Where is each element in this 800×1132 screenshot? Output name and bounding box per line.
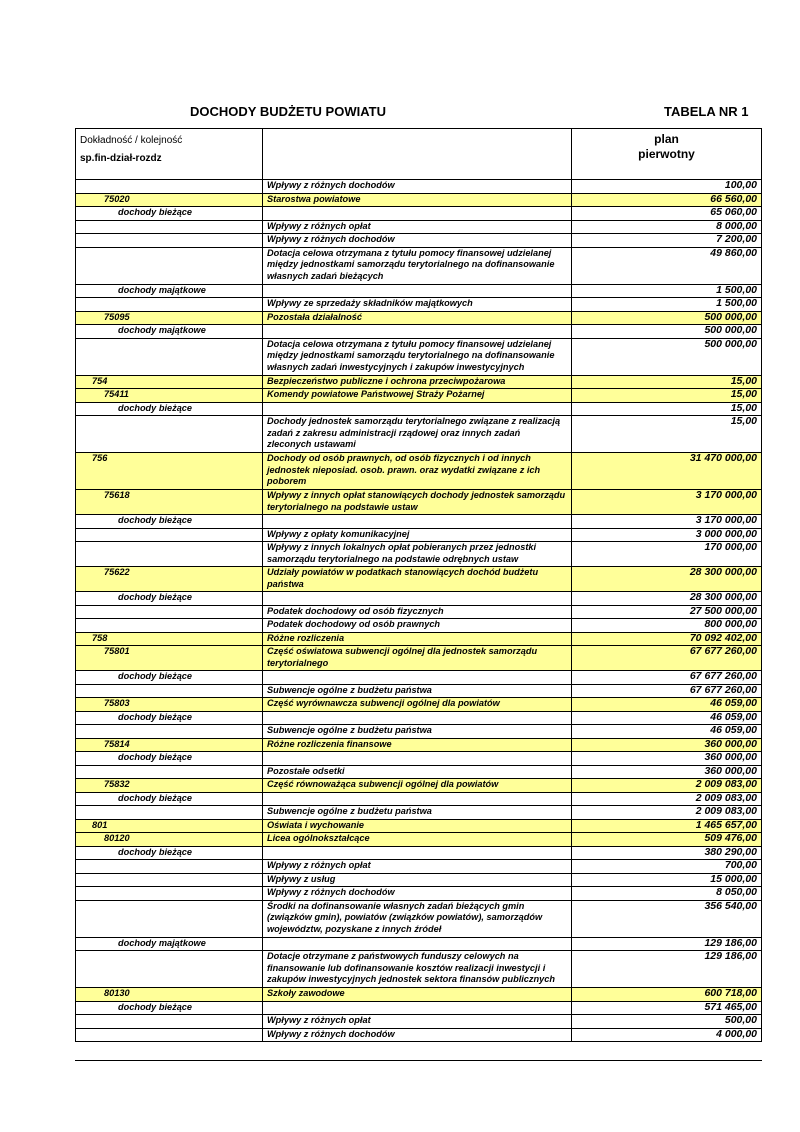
table-row <box>76 193 762 207</box>
table-row <box>76 567 762 592</box>
row-description: Subwencje ogólne z budżetu państwa <box>263 725 572 739</box>
row-plan-value: 49 860,00 <box>572 247 762 284</box>
row-plan-value: 700,00 <box>572 860 762 874</box>
row-description: Część oświatowa subwencji ogólnej dla jednostek samorządu terytorialnego <box>263 646 572 671</box>
row-description <box>263 1001 572 1015</box>
row-plan-value: 15,00 <box>572 375 762 389</box>
row-description <box>263 752 572 766</box>
row-description: Dochody od osób prawnych, od osób fizycznych i od innych jednostek nieposiad. osob. prawn. oraz wydatki związane z ich poborem <box>263 453 572 490</box>
row-plan-value: 500 000,00 <box>572 338 762 375</box>
row-plan-value: 67 677 260,00 <box>572 671 762 685</box>
row-plan-value: 1 465 657,00 <box>572 819 762 833</box>
table-row <box>76 528 762 542</box>
table-row <box>76 220 762 234</box>
table-row <box>76 988 762 1002</box>
row-code <box>76 951 263 988</box>
row-code: 75814 <box>76 738 263 752</box>
row-plan-value: 46 059,00 <box>572 698 762 712</box>
table-row <box>76 311 762 325</box>
table-row <box>76 325 762 339</box>
row-code: dochody bieżące <box>76 846 263 860</box>
row-plan-value: 65 060,00 <box>572 207 762 221</box>
table-row <box>76 490 762 515</box>
header-precision-order <box>76 129 263 180</box>
row-description <box>263 671 572 685</box>
row-plan-value: 800 000,00 <box>572 619 762 633</box>
table-row <box>76 792 762 806</box>
row-description: Wpływy z innych opłat stanowiących dochody jednostek samorządu terytorialnego na podstawie ustaw <box>263 490 572 515</box>
row-plan-value: 67 677 260,00 <box>572 684 762 698</box>
table-row <box>76 389 762 403</box>
row-code <box>76 860 263 874</box>
row-description: Wpływy z różnych dochodów <box>263 234 572 248</box>
row-description: Bezpieczeństwo publiczne i ochrona przeciwpożarowa <box>263 375 572 389</box>
row-plan-value: 1 500,00 <box>572 284 762 298</box>
row-code: 80120 <box>76 833 263 847</box>
row-code: 754 <box>76 375 263 389</box>
row-description <box>263 325 572 339</box>
row-description: Część wyrównawcza subwencji ogólnej dla powiatów <box>263 698 572 712</box>
row-code <box>76 806 263 820</box>
row-code <box>76 220 263 234</box>
row-description: Udziały powiatów w podatkach stanowiących dochód budżetu państwa <box>263 567 572 592</box>
page-bottom-rule <box>75 1060 762 1061</box>
row-plan-value: 600 718,00 <box>572 988 762 1002</box>
row-description: Wpływy ze sprzedaży składników majątkowych <box>263 298 572 312</box>
row-code <box>76 338 263 375</box>
row-description: Wpływy z różnych opłat <box>263 220 572 234</box>
row-plan-value: 360 000,00 <box>572 765 762 779</box>
table-row <box>76 779 762 793</box>
row-code: 75832 <box>76 779 263 793</box>
table-row <box>76 234 762 248</box>
row-code <box>76 684 263 698</box>
row-code: 80130 <box>76 988 263 1002</box>
row-description <box>263 711 572 725</box>
table-header-row <box>76 129 762 180</box>
header-col3-line2: pierwotny <box>638 147 695 161</box>
row-plan-value: 571 465,00 <box>572 1001 762 1015</box>
row-description: Dotacja celowa otrzymana z tytułu pomocy finansowej udzielanej między jednostkami samorządu terytorialnego na dofinansowanie własnych zadań bieżących <box>263 247 572 284</box>
table-row <box>76 515 762 529</box>
row-description: Starostwa powiatowe <box>263 193 572 207</box>
row-plan-value: 2 009 083,00 <box>572 792 762 806</box>
row-description <box>263 207 572 221</box>
table-row <box>76 711 762 725</box>
row-plan-value: 3 000 000,00 <box>572 528 762 542</box>
row-plan-value: 70 092 402,00 <box>572 632 762 646</box>
row-description: Dochody jednostek samorządu terytorialnego związane z realizacją zadań z zakresu administracji rządowej oraz innych zadań zleconych ustawami <box>263 416 572 453</box>
table-row <box>76 806 762 820</box>
table-row <box>76 698 762 712</box>
row-description <box>263 937 572 951</box>
row-plan-value: 15,00 <box>572 402 762 416</box>
row-code: 75618 <box>76 490 263 515</box>
row-plan-value: 100,00 <box>572 180 762 194</box>
row-plan-value: 15,00 <box>572 416 762 453</box>
row-description: Komendy powiatowe Państwowej Straży Pożarnej <box>263 389 572 403</box>
row-description: Wpływy z różnych dochodów <box>263 180 572 194</box>
row-description: Wpływy z innych lokalnych opłat pobieranych przez jednostki samorządu terytorialnego na podstawie odrębnych ustaw <box>263 542 572 567</box>
table-row <box>76 951 762 988</box>
row-code <box>76 1015 263 1029</box>
row-plan-value: 27 500 000,00 <box>572 605 762 619</box>
row-plan-value: 500 000,00 <box>572 325 762 339</box>
row-code: dochody bieżące <box>76 1001 263 1015</box>
row-plan-value: 500,00 <box>572 1015 762 1029</box>
row-code <box>76 765 263 779</box>
page-title: DOCHODY BUDŻETU POWIATU <box>190 104 386 119</box>
row-description: Pozostała działalność <box>263 311 572 325</box>
row-description <box>263 846 572 860</box>
row-description <box>263 284 572 298</box>
header-description <box>263 129 572 180</box>
row-description: Subwencje ogólne z budżetu państwa <box>263 806 572 820</box>
row-plan-value: 2 009 083,00 <box>572 779 762 793</box>
row-description: Dotacje otrzymane z państwowych funduszy celowych na finansowanie lub dofinansowanie kosztów realizacji inwestycji i zakupów inwestycyjnych jednostek sektora finansów publicznych <box>263 951 572 988</box>
row-code: 75622 <box>76 567 263 592</box>
row-code <box>76 900 263 937</box>
row-plan-value: 360 000,00 <box>572 752 762 766</box>
row-code: dochody bieżące <box>76 207 263 221</box>
row-code <box>76 542 263 567</box>
row-description: Różne rozliczenia finansowe <box>263 738 572 752</box>
row-description: Pozostałe odsetki <box>263 765 572 779</box>
row-description <box>263 792 572 806</box>
table-row <box>76 846 762 860</box>
table-row <box>76 725 762 739</box>
row-plan-value: 8 050,00 <box>572 887 762 901</box>
row-description: Podatek dochodowy od osób fizycznych <box>263 605 572 619</box>
row-plan-value: 129 186,00 <box>572 951 762 988</box>
row-plan-value: 509 476,00 <box>572 833 762 847</box>
table-row <box>76 752 762 766</box>
row-description: Licea ogólnokształcące <box>263 833 572 847</box>
row-code <box>76 619 263 633</box>
row-description <box>263 515 572 529</box>
row-code: dochody bieżące <box>76 752 263 766</box>
row-code: 75803 <box>76 698 263 712</box>
table-row <box>76 619 762 633</box>
row-code: 75801 <box>76 646 263 671</box>
row-plan-value: 46 059,00 <box>572 725 762 739</box>
row-code: dochody bieżące <box>76 711 263 725</box>
header-col1-line1: Dokładność / kolejność <box>80 135 183 146</box>
row-code <box>76 298 263 312</box>
row-plan-value: 15 000,00 <box>572 873 762 887</box>
row-description: Różne rozliczenia <box>263 632 572 646</box>
row-description: Subwencje ogólne z budżetu państwa <box>263 684 572 698</box>
row-plan-value: 28 300 000,00 <box>572 567 762 592</box>
row-description: Wpływy z różnych opłat <box>263 1015 572 1029</box>
table-row <box>76 207 762 221</box>
header-plan <box>572 129 762 180</box>
row-description: Szkoły zawodowe <box>263 988 572 1002</box>
row-code: 756 <box>76 453 263 490</box>
table-row <box>76 402 762 416</box>
row-description: Wpływy z różnych opłat <box>263 860 572 874</box>
table-row <box>76 765 762 779</box>
row-plan-value: 129 186,00 <box>572 937 762 951</box>
row-plan-value: 66 560,00 <box>572 193 762 207</box>
table-row <box>76 671 762 685</box>
row-plan-value: 170 000,00 <box>572 542 762 567</box>
table-row <box>76 453 762 490</box>
row-code: 75020 <box>76 193 263 207</box>
revenue-table <box>75 128 762 1042</box>
header-col1-line2: sp.fin-dział-rozdz <box>80 152 162 164</box>
table-row <box>76 684 762 698</box>
row-code: dochody bieżące <box>76 515 263 529</box>
table-row <box>76 180 762 194</box>
table-row <box>76 298 762 312</box>
table-row <box>76 592 762 606</box>
row-plan-value: 360 000,00 <box>572 738 762 752</box>
row-plan-value: 67 677 260,00 <box>572 646 762 671</box>
row-description: Wpływy z opłaty komunikacyjnej <box>263 528 572 542</box>
table-row <box>76 1001 762 1015</box>
table-row <box>76 542 762 567</box>
row-code <box>76 873 263 887</box>
table-row <box>76 900 762 937</box>
table-row <box>76 819 762 833</box>
table-number: TABELA NR 1 <box>664 104 749 119</box>
row-code: 75095 <box>76 311 263 325</box>
table-row <box>76 632 762 646</box>
row-description: Środki na dofinansowanie własnych zadań bieżących gmin (związków gmin), powiatów (związków powiatów), samorządów województw, pozyskane z innych źródeł <box>263 900 572 937</box>
row-code <box>76 247 263 284</box>
row-code: dochody majątkowe <box>76 937 263 951</box>
row-description: Podatek dochodowy od osób prawnych <box>263 619 572 633</box>
row-plan-value: 8 000,00 <box>572 220 762 234</box>
table-row <box>76 1028 762 1042</box>
table-row <box>76 873 762 887</box>
row-plan-value: 3 170 000,00 <box>572 515 762 529</box>
row-plan-value: 15,00 <box>572 389 762 403</box>
row-plan-value: 1 500,00 <box>572 298 762 312</box>
row-description: Wpływy z różnych dochodów <box>263 1028 572 1042</box>
row-description: Wpływy z usług <box>263 873 572 887</box>
table-row <box>76 887 762 901</box>
table-row <box>76 338 762 375</box>
table-row <box>76 646 762 671</box>
row-code: dochody majątkowe <box>76 284 263 298</box>
row-code <box>76 605 263 619</box>
header-col3-line1: plan <box>654 132 679 146</box>
row-code: dochody bieżące <box>76 402 263 416</box>
row-plan-value: 7 200,00 <box>572 234 762 248</box>
table-row <box>76 284 762 298</box>
row-plan-value: 2 009 083,00 <box>572 806 762 820</box>
table-row <box>76 738 762 752</box>
table-row <box>76 375 762 389</box>
row-description: Dotacja celowa otrzymana z tytułu pomocy finansowej udzielanej między jednostkami samorządu terytorialnego na dofinansowanie własnych zadań inwestycyjnych i zakupów inwestycyjnych <box>263 338 572 375</box>
row-plan-value: 4 000,00 <box>572 1028 762 1042</box>
row-description <box>263 402 572 416</box>
row-code <box>76 528 263 542</box>
row-code: 801 <box>76 819 263 833</box>
row-plan-value: 500 000,00 <box>572 311 762 325</box>
table-row <box>76 833 762 847</box>
row-plan-value: 380 290,00 <box>572 846 762 860</box>
table-row <box>76 605 762 619</box>
row-code <box>76 416 263 453</box>
table-row <box>76 247 762 284</box>
row-plan-value: 31 470 000,00 <box>572 453 762 490</box>
row-description: Część równoważąca subwencji ogólnej dla powiatów <box>263 779 572 793</box>
row-code: 75411 <box>76 389 263 403</box>
row-code: 758 <box>76 632 263 646</box>
table-row <box>76 937 762 951</box>
table-row <box>76 1015 762 1029</box>
row-plan-value: 46 059,00 <box>572 711 762 725</box>
row-plan-value: 28 300 000,00 <box>572 592 762 606</box>
table-row <box>76 416 762 453</box>
row-code <box>76 180 263 194</box>
row-code: dochody bieżące <box>76 592 263 606</box>
row-code <box>76 725 263 739</box>
row-description <box>263 592 572 606</box>
row-code: dochody bieżące <box>76 671 263 685</box>
row-plan-value: 3 170 000,00 <box>572 490 762 515</box>
table-row <box>76 860 762 874</box>
row-description: Wpływy z różnych dochodów <box>263 887 572 901</box>
row-description: Oświata i wychowanie <box>263 819 572 833</box>
row-plan-value: 356 540,00 <box>572 900 762 937</box>
row-code <box>76 887 263 901</box>
row-code <box>76 1028 263 1042</box>
row-code: dochody majątkowe <box>76 325 263 339</box>
row-code: dochody bieżące <box>76 792 263 806</box>
row-code <box>76 234 263 248</box>
